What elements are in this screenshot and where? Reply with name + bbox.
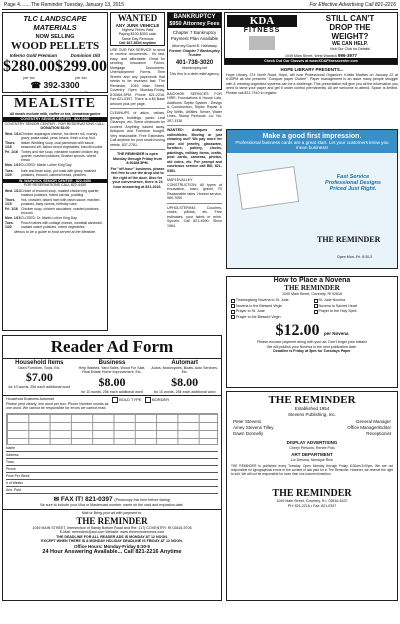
backhoe: BACKHOE SERVICES FOR HIRE: Foundations & House Lots, Additions, Septic System - Design & Construction, Septic Repair & Dry Wells, Utilities, Sewer, Water Lines, Stump Removal. Lic. No. 397-3336 — [167, 92, 222, 123]
adform-hours: Office Hours: Monday-Friday 8:30-5 — [73, 543, 150, 549]
bold-type-checkbox[interactable] — [112, 397, 118, 403]
form-field[interactable]: Amt. Paid — [6, 488, 218, 494]
menu-day: Fri. 1/16 — [5, 150, 18, 155]
menu-text: Kale and bean soup, pot roast with gravy, mashed potatoes, broccoli, oatmeal bread, peaches. — [21, 168, 97, 177]
fax-service: USE OUR FAX SERVICE to send or receive documents... it's fast, easy, and affordable. Great for sending Insurance Forms, Mortgage Documents, Unemployment Forms, Time Sheets and any paperwork that needs to be received fast. The Reminder, 1049 Main Street, Coventry Open Monday-Friday, 8:30AM-5PM. Phone 821-2216, Fax 821-0397. There is a $4 Base amount plus per page. — [110, 48, 165, 106]
menu-row — [5, 216, 105, 220]
promo-l1: Make a good first impression. — [262, 133, 362, 140]
adform-mail1: Mail or Bring your ad with payment to: — [81, 511, 143, 516]
promo-brand: THE REMINDER — [317, 235, 381, 244]
menu-day: Thurs. 1/15 — [5, 197, 16, 206]
menu-day: Mon. 1/19 — [5, 216, 21, 221]
mealsite-sub1: All meals include milk, coffee or tea, bread/margarine — [9, 112, 101, 116]
kda-bottom: Check Out Our Classes at www.KDAFitnesscenter.com — [225, 58, 397, 64]
adform-col1-sub: Used Furniture, Tools, Etc. — [18, 366, 61, 370]
adform-col3-head: Automart — [171, 360, 199, 366]
est-disp: DISPLAY ADVERTISING — [286, 440, 338, 446]
staff-role: Office Manager/Editor — [347, 424, 391, 430]
tlc-unit1: per ton — [23, 76, 35, 80]
adform-col3-sub: Autos, Motorcycles, Boats, Auto Services, Etc. — [151, 366, 218, 375]
bankruptcy-line2: Payment Plan Available — [170, 35, 219, 41]
menu-row — [5, 198, 105, 206]
tlc-price1: $280.00 — [3, 58, 55, 75]
established-box — [226, 391, 398, 601]
still-help: WE CAN HELP. — [332, 41, 368, 47]
novena-body1: Please enclose payment along with your ad. Don't forget your initials! — [257, 340, 367, 345]
novena-addr: 1049 Main Street, Coventry, RI 02816 — [281, 292, 343, 296]
menu-row — [5, 221, 105, 229]
adform-col2-head: Business — [98, 360, 126, 366]
col-fax — [110, 48, 165, 330]
adform-deadline: THE DEADLINE FOR ALL READER ADS IS MONDAY AT 12 NOON. — [56, 534, 168, 539]
kda-phone: 996-3977 — [337, 53, 357, 58]
hope-title: HOPE LIBRARY PRESENTS... — [280, 67, 344, 72]
adform-col2-sub: Help Wanted, Yard Sales, Wood For Sale, Real Estate Home Improvement, Etc. — [78, 366, 146, 375]
bold-type-label: BOLD TYPE — [119, 397, 142, 403]
mealsite-box — [2, 95, 108, 331]
menu-text: Italian Wedding soup, oval parmesan with sauce, seasoned ziti, Italian mixed vegetables, biscotti cookie. — [21, 141, 104, 150]
mealsite-don: DONATION $3.00 — [40, 126, 70, 131]
still-line3: WEIGHT? — [331, 32, 369, 41]
business-card-image — [237, 166, 299, 210]
bankruptcy-title: BANKRUPTCY — [168, 13, 221, 21]
mealsite-title2: W. WARWICK SENIOR CENTER - 822-4450 — [3, 179, 107, 183]
adform-title: Reader Ad Form — [3, 336, 221, 359]
menu-text: CLOSED: Martin Luther King Day. — [21, 163, 73, 168]
business-cards-promo — [226, 129, 398, 269]
bankruptcy-ad — [167, 12, 222, 90]
adform-email: E-Mail: reminderri@aol.com Website: www.theremindernews.com — [59, 530, 165, 535]
menu-day: Wed. 1/14 — [5, 188, 21, 193]
mealsite-title: MEALSITE — [14, 96, 96, 111]
menu-row — [5, 169, 105, 177]
header-left: Page 4........The Reminder Tuesday, January 13, 2015 — [4, 2, 124, 8]
reminder-open-2: For "off-hour" business, please feel free to use the drop slot to the right of the door. Also for your convenience, there is 24 hour answering at 821-2216. — [110, 166, 165, 189]
menu-row — [5, 150, 105, 162]
novena-body2: We will publish your Novena in the next publication date. — [267, 344, 357, 349]
wanted-ad — [110, 12, 165, 46]
col-backhoe — [167, 92, 222, 330]
staff-role: Receptionist — [366, 430, 391, 436]
menu-day: Tues. 1/20 — [5, 168, 14, 177]
menu-text: Peach halves with cottage cheese, meatball sandwich, roasted sweet potatoes, mixed vegetables. — [21, 221, 103, 230]
maple-valley: MAPLEVALLEY CONSTRUCTION: All types of excavation, loam, gravel, RI Reasonable rates. Honest service. 569-7050 — [167, 178, 222, 201]
bankruptcy-atty: Attorney David B. Hathaway — [172, 44, 217, 49]
bankruptcy-price: $950 Attorney Fees — [169, 21, 220, 27]
form-field[interactable]: Phone — [6, 467, 218, 473]
menu-text: CLOSED: Dr. Martin Luther King Day. — [21, 216, 78, 221]
novena-choice[interactable] — [314, 309, 394, 313]
bankruptcy-note: This firm is a debt relief agency. — [169, 72, 220, 77]
mealsite-menu-1 — [3, 132, 107, 177]
tlc-name: TLC LANDSCAPE MATERIALS — [23, 14, 87, 32]
wanted-phone: Call 487-8694 anytime — [118, 41, 157, 46]
staff-name: Amey Stevens Tilley — [233, 424, 274, 430]
adform-col3-note: for 10 words, 25¢ each additional word — [153, 389, 216, 394]
tlc-item1: Inferno Gold Premium — [9, 53, 58, 58]
trainer-photo — [249, 36, 275, 50]
menu-row — [5, 141, 105, 149]
adform-after: 24 Hour Answering Available... Call 821-2216 Anytime — [42, 549, 182, 556]
menu-row — [5, 189, 105, 197]
adform-fax: FAX IT! 821-0397 — [60, 495, 113, 503]
adform-rules: Please print clearly, one word per box. Phone Number counts as one word. We cannot be responsible for errors we cannot read. — [6, 401, 109, 411]
phone-icon: ☎ — [30, 80, 42, 90]
wanted-line3: Same Day Removal — [121, 36, 154, 41]
novena-box — [226, 276, 398, 388]
menu-text: Cream of broccoli soup, roasted chicken leg quarter, mashed potatoes, mixed carrots, pudding. — [21, 188, 100, 197]
menu-text: Turkey and rice soup, rotisserie roasted chicken leg quarter, mashed potatoes, Brussel sprouts, wheat bread. — [21, 150, 99, 163]
novena-choices — [227, 296, 397, 321]
adform-col1-price: $7.00 — [25, 370, 53, 385]
adform-except: EXCEPT WHEN THERE IS A MONDAY HOLIDAY DEADLINE IS FRIDAY AT 12 NOON. — [41, 539, 183, 544]
novena-choice[interactable] — [231, 304, 311, 308]
mealsite-note: Menus to be a guide to food served at the Mealsite. — [14, 230, 96, 235]
mealsite-sub4: FOR RESERVATIONS CALL 822-4450 — [23, 183, 87, 188]
cleanups: CLEANUPS of attics, cellars, garages, buildings, yards. Leaf Cleanups, etc. Some cleanouts for content. Anything hauled away. Antiques and Furniture bought. Very reasonable. Free Estimates. Call anytime for your small moving needs. 837-2761. — [110, 111, 165, 147]
reminder-open-1: THE REMINDER is open Monday through Friday from 8:30AM-5PM. — [113, 152, 162, 166]
est-art-names: Liz Devona, Monique Rice — [291, 457, 333, 462]
tlc-address: 309 Mishnock Road, West Greenwich, RI — [22, 91, 88, 93]
bankruptcy-phone: 401-738-3020 — [175, 59, 214, 66]
est-art: ART DEPARTMENT — [291, 452, 333, 458]
novena-choice-label: Prayer to the Holy Spirit — [317, 309, 357, 314]
adform-remark: Be sure to include your Visa or Mastercard number, name on the card and expiration date. — [40, 502, 184, 507]
bankruptcy-site: ribankruptcy.net — [181, 65, 208, 70]
novena-choice-label: Novena to the Blessed Virgin — [235, 303, 283, 308]
promo-header — [227, 130, 397, 153]
wanted-line2: Paying $100-$300 cash — [118, 32, 157, 37]
word-grid[interactable] — [6, 413, 218, 445]
upholstering: UPHOLSTERING: Couches, chairs, pillows, etc. Free estimates, your fabric or mine. Sylvia's. Call 821-4990. Since 1984. — [167, 205, 222, 228]
bankruptcy-line1: Chapter 7 Bankruptcy — [172, 30, 217, 35]
est-brand: THE REMINDER — [268, 394, 356, 406]
promo-l4: Professional Designs — [325, 180, 381, 186]
promo-open: Open Mon.-Fri. 8:30-5 — [337, 255, 373, 259]
form-field[interactable]: Price Per Week — [6, 474, 218, 480]
novena-choice[interactable] — [231, 309, 311, 313]
est-disp-names: Cheryl Persons, Renee Polo — [289, 445, 335, 450]
novena-choice[interactable] — [231, 298, 311, 302]
still-visit: Visit Our Club for Details! — [329, 47, 371, 51]
staff-name: Peter Stevens — [233, 419, 262, 425]
menu-day: Wed. 1/14 — [5, 131, 21, 136]
still-line1: STILL CAN'T — [325, 14, 375, 23]
adform-fax-note: (Photocopy this form before faxing) — [114, 497, 171, 502]
tlc-unit2: per ton — [75, 76, 87, 80]
border-checkbox[interactable] — [145, 397, 151, 403]
tlc-item2: Dominion Old — [70, 53, 101, 58]
mealsite-sub3: COVENTRY SENIOR CENTER - FOR RESERVATIONS CALL: — [4, 121, 106, 126]
bankruptcy-role: Former Chapter 7 Bankruptcy Trustee — [169, 48, 220, 58]
tlc-phone: 392-3300 — [43, 80, 80, 90]
kda-sub: FITNESS — [243, 27, 281, 34]
menu-row — [5, 132, 105, 140]
wanted-subtitle: ANY JUNK VEHICLE — [115, 23, 160, 28]
hope-library — [226, 67, 398, 127]
staff-list — [227, 417, 397, 438]
promo-l3: Fast Service — [336, 174, 370, 180]
mealsite-menu-2 — [3, 189, 107, 230]
antiques: WANTED: Antiques and collectibles. Moving or just cleaning out? We pay more for your old jewelry, glassware, furniture, pottery, clocks, paintings, military items, crafts, post cards, cameras, photos, old coins, etc. For prompt and courteous service call Bill, 821-0381. — [167, 128, 222, 173]
menu-row — [5, 163, 105, 167]
menu-text: Chicken soup, chicken cacciatore, roasted potatoes, broccoli. — [21, 207, 100, 216]
menu-day: Tues. 1/20 — [5, 221, 14, 230]
adform-address: 1049 MAIN STREET, Intersection of Sandy Bottom Road and Rte. 117) COVENTRY, RI 02816-5706 — [32, 525, 192, 530]
adform-cats: Household Business Automart — [6, 397, 55, 402]
tlc-price2: $299.00 — [55, 58, 107, 75]
form-field[interactable]: # of Weeks — [6, 481, 218, 487]
novena-title: How to Place a Novena — [273, 277, 351, 284]
promo-l2: Professional business cards are a great start. Let your customers know you mean business! — [235, 140, 389, 150]
kda-fitness-ad — [224, 12, 398, 65]
hope-body: Hope Library, 374 North Road, Hope, will host Professional Organizer, Kristin Madfan on January 22 at 6:30PM as she presents "Conquer paper Clutter!". Paper management is an issue many people struggle with & creating organized systems can be a challenge. This presentation will give you all the information you need to tame your paper and get it under control permanently. All are welcome to attend. Space is limited. Please call 821-7910 to register. — [226, 72, 398, 95]
novena-choice[interactable] — [314, 298, 394, 302]
est-footer-phone: PH: 821-2216 • Fax: 821-0397 — [287, 503, 337, 508]
promo-l5: Priced Just Right. — [329, 186, 377, 192]
novena-dl: Deadline is Friday at 5pm for Tuesdays Paper — [273, 349, 351, 354]
est-pub: Stevens Publishing, Inc. — [287, 411, 337, 417]
staff-name: Dawn Donnelly — [233, 430, 264, 436]
adform-col1-head: Household Items — [15, 360, 64, 366]
form-field[interactable]: Town — [6, 460, 218, 466]
still-line2: DROP THE — [329, 23, 371, 32]
reader-ad-form — [2, 335, 222, 601]
kda-name: KDA — [227, 15, 297, 27]
tlc-selling: NOW SELLING — [35, 34, 75, 40]
menu-day: Mon. 1/19 — [5, 163, 21, 168]
adform-col2-note: for 10 words, 25¢ each additional word — [81, 389, 143, 394]
adform-fields — [3, 446, 221, 494]
form-field[interactable]: Address — [6, 453, 218, 459]
header-right: For Effective Advertising Call 821-2216 — [309, 2, 396, 8]
tlc-ad — [2, 12, 108, 93]
fax-icon: ✉ — [53, 495, 60, 503]
menu-day: Fri. 1/16 — [5, 207, 18, 211]
est-footer-addr: 1049 Main Street, Coventry, R.I. 02816-6437 — [276, 499, 348, 504]
novena-choice[interactable] — [231, 315, 311, 319]
wanted-line1: Highest Prices Paid — [121, 28, 154, 32]
form-field[interactable]: Name — [6, 446, 218, 452]
novena-choice-label: Prayer to the Blessed Virgin — [235, 314, 281, 319]
page-header — [2, 1, 398, 10]
tlc-product: WOOD PELLETS — [10, 40, 100, 52]
novena-price: $12.00 — [275, 322, 320, 340]
novena-choice-label: Thanksgiving Novena to St. Jude — [235, 298, 289, 303]
novena-choice-label: Prayer to St. Jude — [235, 309, 265, 314]
est-legal: THE REMINDER is published every Tuesday. Open Monday through Friday 8:30am-5:00pm. We are not responsible for typographical errors or the content of ads paid for in The Reminder. However, we reserve the right to edit. We will not be responsible for more than one incorrect insertion. — [231, 464, 393, 477]
novena-brand: THE REMINDER — [284, 284, 340, 292]
est-est: Established 1954 — [294, 406, 330, 411]
novena-choice-label: St. Jude Novena — [317, 298, 346, 303]
menu-day: Thurs. 1/15 — [5, 141, 16, 150]
staff-row — [233, 431, 391, 437]
menu-text: Hot, chowder, baked ham with raisin sauce, mashed potatoes, baby carrots, birthday cake. — [21, 197, 100, 206]
mealsite-sub2: COVENTRY SENIOR CENTER - 822-9160 — [3, 117, 107, 121]
wanted-title: WANTED — [117, 13, 158, 23]
novena-per: per Novena — [323, 331, 349, 337]
adform-col1-note: for 10 words, 25¢ each additional word — [8, 385, 71, 390]
adform-brand: THE REMINDER — [76, 515, 148, 526]
border-label: BORDER — [151, 397, 170, 403]
adform-col3-price: $8.00 — [171, 374, 199, 389]
est-footer-brand: THE REMINDER — [272, 488, 352, 500]
menu-text: Chicken asparagus cheese, hot dinner roll, country gravy, pasta salad, peas, beans, fresh cut up fruit. — [21, 131, 98, 141]
novena-choice-label: Novena to Sacred Heart — [317, 303, 358, 308]
novena-choice[interactable] — [314, 304, 394, 308]
kda-addr: 1049 Main Street, West Warwick — [285, 54, 337, 58]
menu-row — [5, 207, 105, 215]
adform-col2-price: $8.00 — [98, 374, 126, 389]
staff-role: General Manager — [355, 419, 391, 425]
